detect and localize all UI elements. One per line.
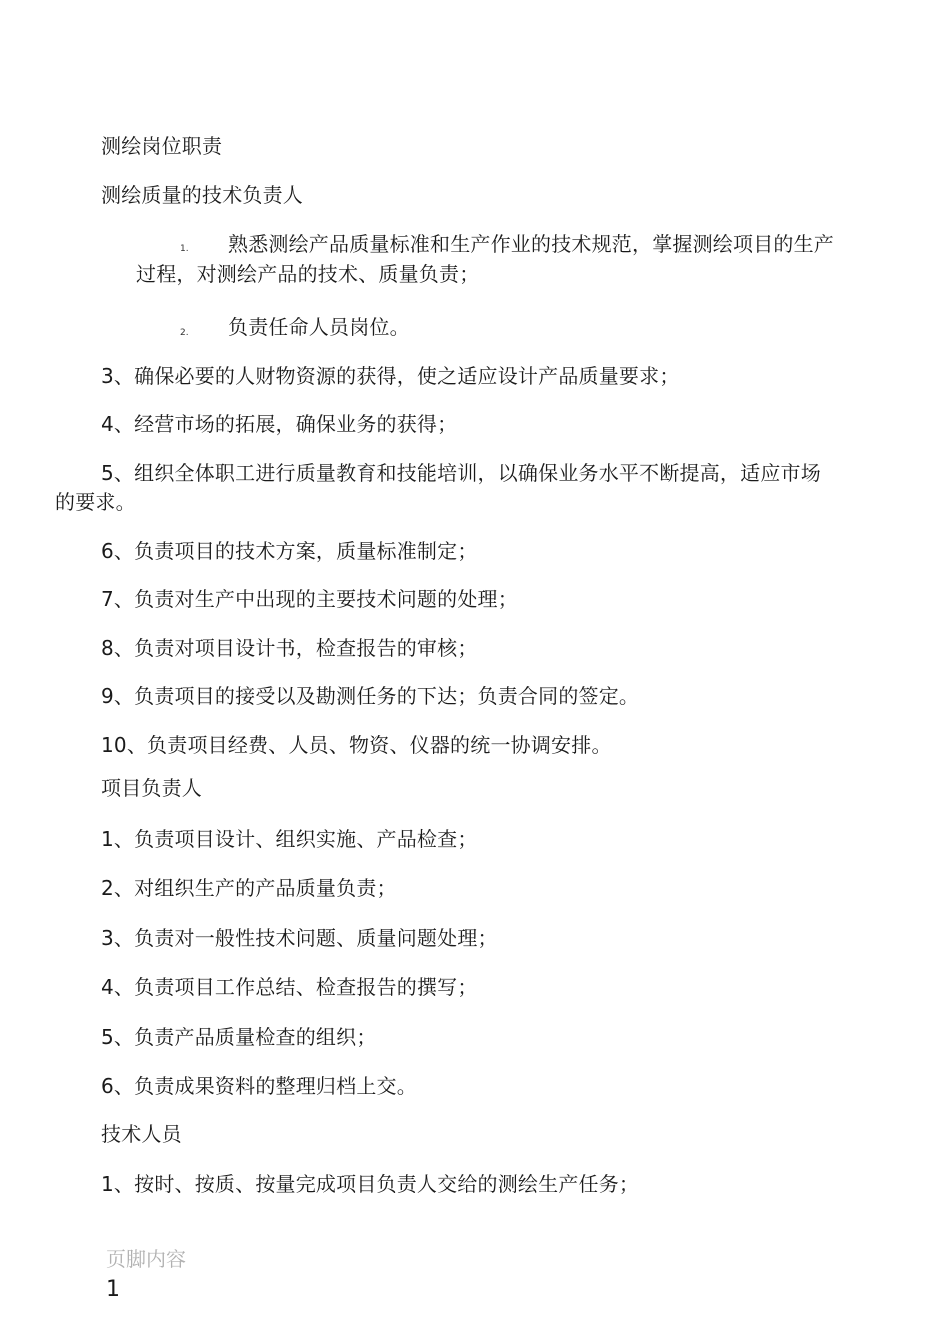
page-number: 1 [106,1277,120,1302]
list-item: 7、负责对生产中出现的主要技术问题的处理； [101,587,518,611]
list-item: 4、负责项目工作总结、检查报告的撰写； [101,975,478,999]
list-item: 6、负责项目的技术方案，质量标准制定； [101,539,478,563]
list-item: 1、按时、按质、按量完成项目负责人交给的测绘生产任务； [101,1172,640,1196]
footer-label: 页脚内容 [106,1247,186,1271]
list-item: 5、组织全体职工进行质量教育和技能培训，以确保业务水平不断提高，适应市场 [101,461,821,485]
section-heading-technical-lead: 测绘质量的技术负责人 [101,183,303,207]
document-title: 测绘岗位职责 [101,134,223,158]
list-item: 5、负责产品质量检查的组织； [101,1025,377,1049]
list-number: 2. [180,328,189,338]
section-heading-project-lead: 项目负责人 [101,776,202,800]
list-item: 9、负责项目的接受以及勘测任务的下达；负责合同的签定。 [101,684,640,708]
list-item: 10、负责项目经费、人员、物资、仪器的统一协调安排。 [101,733,612,757]
list-item-text-continued: 过程，对测绘产品的技术、质量负责； [136,262,480,286]
list-item: 2、对组织生产的产品质量负责； [101,876,397,900]
list-item: 1、负责项目设计、组织实施、产品检查； [101,827,478,851]
list-item: 3、确保必要的人财物资源的获得，使之适应设计产品质量要求； [101,364,680,388]
list-item-continued: 的要求。 [55,490,136,514]
list-item: 8、负责对项目设计书，检查报告的审核； [101,636,478,660]
list-item: 6、负责成果资料的整理归档上交。 [101,1074,417,1098]
section-heading-technical-staff: 技术人员 [101,1122,182,1146]
list-number: 1. [180,244,189,254]
list-item: 4、经营市场的拓展，确保业务的获得； [101,412,458,436]
list-item: 3、负责对一般性技术问题、质量问题处理； [101,926,498,950]
list-item-text: 负责任命人员岗位。 [228,315,410,339]
list-item-text: 熟悉测绘产品质量标准和生产作业的技术规范，掌握测绘项目的生产 [228,232,834,256]
